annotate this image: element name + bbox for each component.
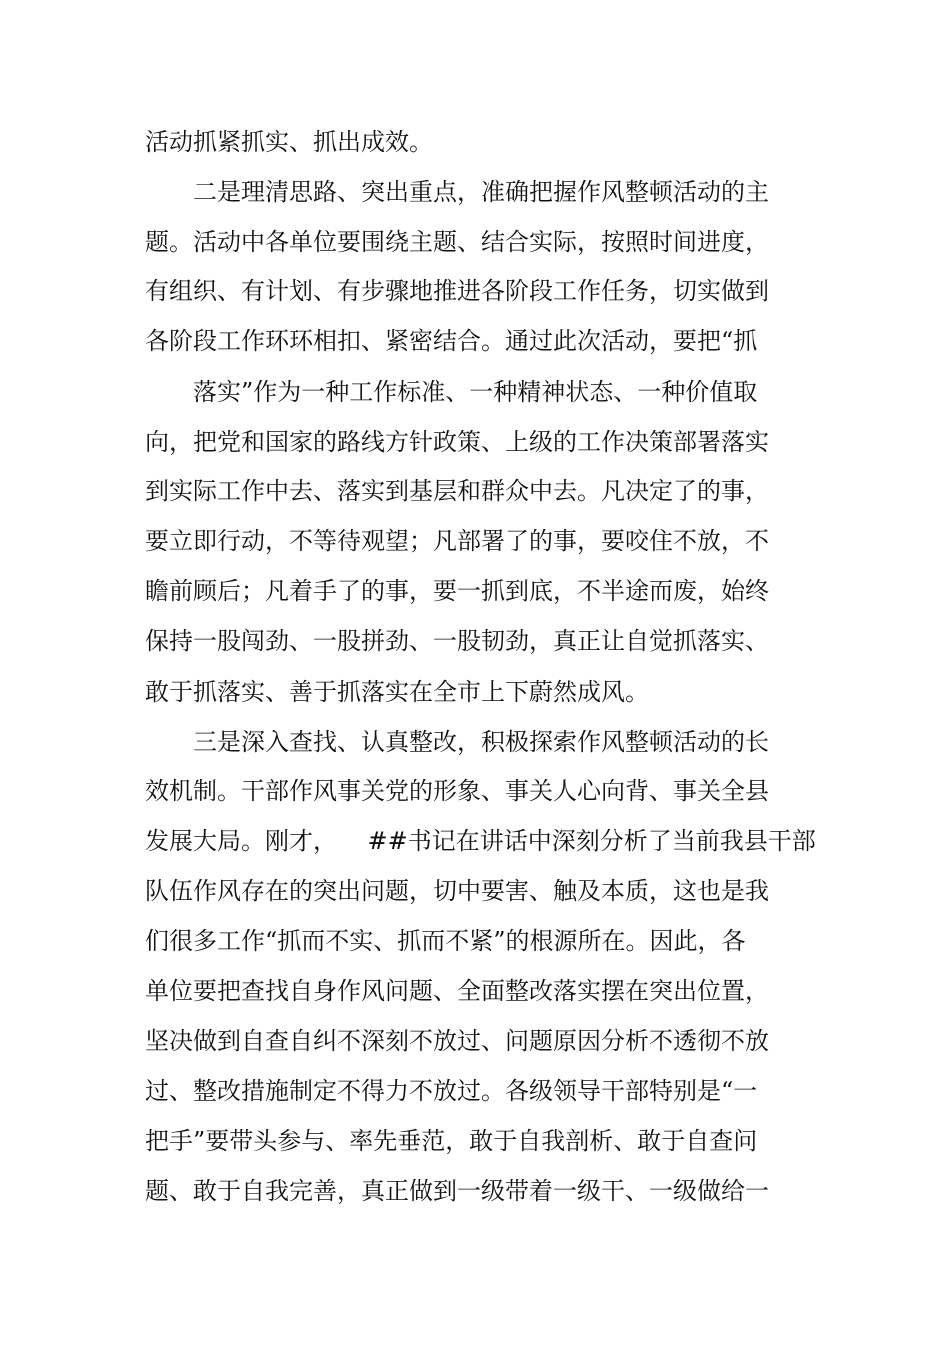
text-line-10: 瞻前顾后；凡着手了的事，要一抓到底，不半途而废，始终 (145, 577, 769, 605)
text-line-14: 效机制。干部作风事关党的形象、事关人心向背、事关全县 (145, 777, 769, 805)
text-line-6: 落实”作为一种工作标准、一种精神状态、一种价值取 (193, 378, 758, 406)
text-line-18: 单位要把查找自身作风问题、全面整改落实摆在突出位置， (145, 977, 769, 1005)
text-line-4: 有组织、有计划、有步骤地推进各阶段工作任务，切实做到 (145, 277, 769, 305)
text-line-3: 题。活动中各单位要围绕主题、结合实际，按照时间进度， (145, 228, 769, 256)
text-line-20: 过、整改措施制定不得力不放过。各级领导干部特别是“一 (145, 1077, 758, 1105)
text-line-19: 坚决做到自查自纠不深刻不放过、问题原因分析不透彻不放 (145, 1027, 769, 1055)
text-line-5: 各阶段工作环环相扣、紧密结合。通过此次活动，要把“抓 (145, 327, 758, 355)
text-line-11: 保持一股闯劲、一股拼劲、一股韧劲，真正让自觉抓落实、 (145, 627, 769, 655)
text-line-8: 到实际工作中去、落实到基层和群众中去。凡决定了的事， (145, 477, 769, 505)
text-line-13: 三是深入查找、认真整改，积极探索作风整顿活动的长 (193, 728, 769, 756)
text-line-15: 发展大局。刚才， ##书记在讲话中深刻分析了当前我县干部 (145, 827, 816, 855)
text-line-2: 二是理清思路、突出重点，准确把握作风整顿活动的主 (193, 178, 769, 206)
text-line-16: 队伍作风存在的突出问题，切中要害、触及本质，这也是我 (145, 877, 769, 905)
text-line-1: 活动抓紧抓实、抓出成效。 (145, 128, 433, 156)
text-line-12: 敢于抓落实、善于抓落实在全市上下蔚然成风。 (145, 678, 649, 706)
text-line-17: 们很多工作“抓而不实、抓而不紧”的根源所在。因此，各 (145, 927, 746, 955)
text-line-7: 向，把党和国家的路线方针政策、上级的工作决策部署落实 (145, 428, 769, 456)
text-line-22: 题、敢于自我完善，真正做到一级带着一级干、一级做给一 (145, 1177, 769, 1205)
text-line-9: 要立即行动，不等待观望；凡部署了的事，要咬住不放，不 (145, 527, 769, 555)
text-line-21: 把手”要带头参与、率先垂范，敢于自我剖析、敢于自查问 (145, 1127, 758, 1155)
